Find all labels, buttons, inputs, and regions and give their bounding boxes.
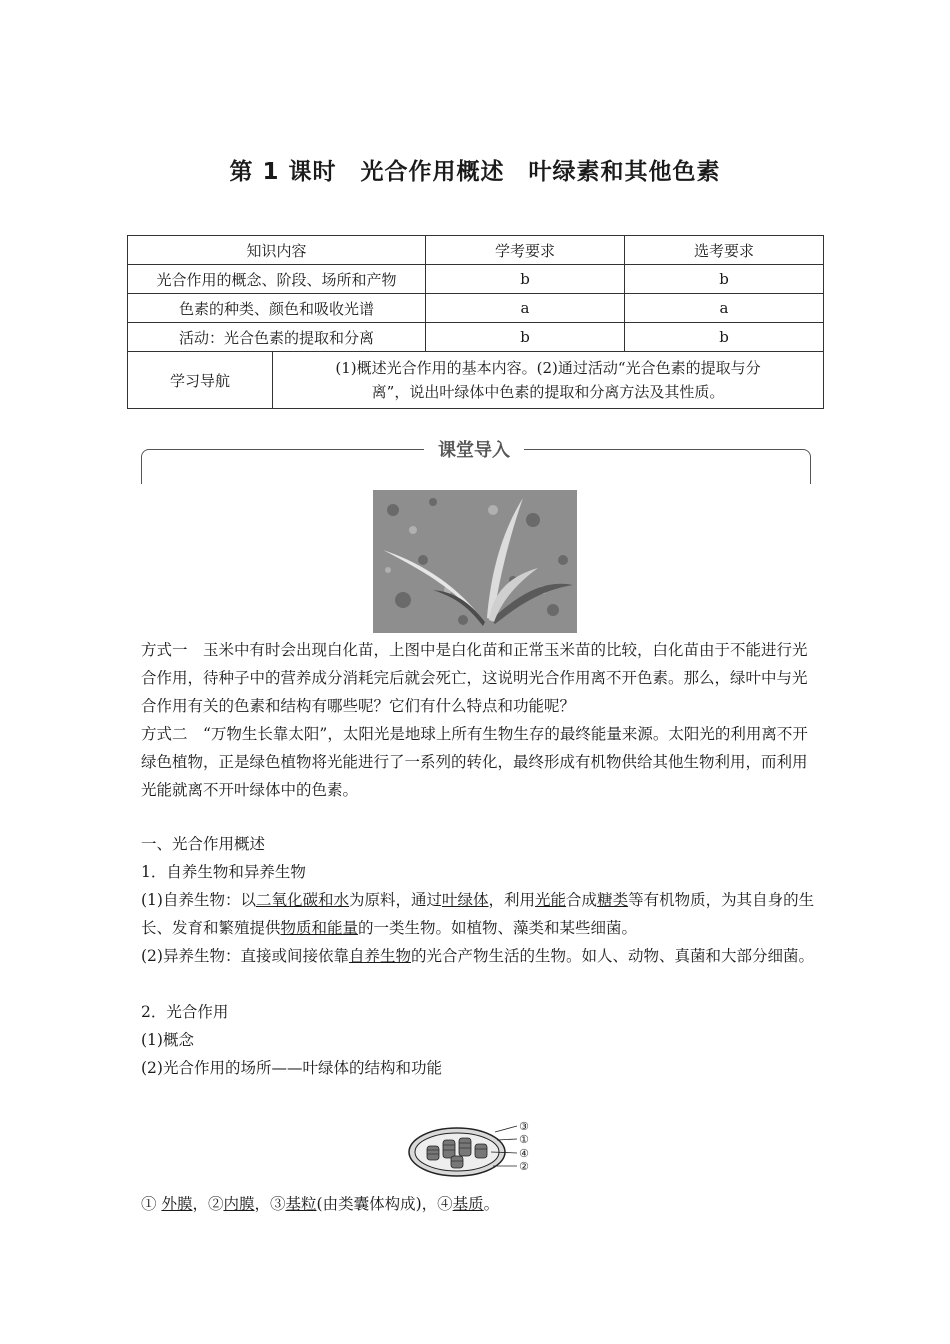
table-row <box>128 265 824 294</box>
table-cell: b <box>426 323 625 352</box>
guide-line: (1)概述光合作用的基本内容。(2)通过活动“光合色素的提取与分 <box>335 359 761 377</box>
fill-blank: 基粒 <box>285 1195 317 1213</box>
section-heading: 一、光合作用概述 <box>141 835 266 853</box>
fill-blank: 自养生物 <box>348 947 411 965</box>
structure-line <box>141 1190 821 1218</box>
table-cell: b <box>426 265 625 294</box>
concept-item: (1)概念 <box>141 1031 194 1049</box>
table-cell: a <box>426 294 625 323</box>
text: (2)异养生物：直接或间接依靠 <box>141 947 349 965</box>
section-heading: 课堂导入 <box>424 436 524 462</box>
text: ① <box>141 1195 162 1213</box>
text: ，利用 <box>488 891 536 909</box>
table-header-row <box>128 236 824 265</box>
spacer <box>141 970 821 998</box>
fill-blank: 物质和能量 <box>280 919 359 937</box>
diagram-label: ④ <box>519 1147 529 1160</box>
intro-section <box>141 636 821 804</box>
fill-blank: 基质 <box>452 1195 484 1213</box>
page-title: 第 1 课时 光合作用概述 叶绿素和其他色素 <box>229 159 721 185</box>
text: (1)自养生物：以 <box>141 891 256 909</box>
subsection-heading: 2．光合作用 <box>141 1003 229 1021</box>
text: 的光合产物生活的生物。如人、动物、真菌和大部分细菌。 <box>410 947 814 965</box>
guide-label: 学习导航 <box>128 352 273 408</box>
table-cell: b <box>625 265 824 294</box>
text: 等有机物质，为其自身的生长、发育和繁殖提供 <box>141 891 815 937</box>
fill-blank: 内膜 <box>223 1195 255 1213</box>
text: (由类囊体构成)，④ <box>316 1195 453 1213</box>
table-cell: 光合作用的概念、阶段、场所和产物 <box>128 265 426 294</box>
chloroplast-diagram <box>405 1118 545 1182</box>
text: ，③ <box>254 1195 286 1213</box>
table-cell: 活动：光合色素的提取和分离 <box>128 323 426 352</box>
table-cell: a <box>625 294 824 323</box>
requirements-table <box>127 235 824 409</box>
outline-section <box>141 830 821 1082</box>
table-header: 学考要求 <box>426 236 625 265</box>
diagram-label: ② <box>519 1160 529 1173</box>
intro-paragraph: 方式二 “万物生长靠太阳”，太阳光是地球上所有生物生存的最终能量来源。太阳光的利用离不开绿色植物，正是绿色植物将光能进行了一系列的转化，最终形成有机物供给其他生物利用，而利用光能就离不开叶绿体中的色素。 <box>141 725 808 799</box>
table-row <box>128 323 824 352</box>
table-header: 选考要求 <box>625 236 824 265</box>
fill-blank: 二氧化碳和水 <box>255 891 349 909</box>
guide-row <box>128 352 824 409</box>
corn-seedling-photo <box>373 490 577 633</box>
structure-section <box>141 1190 821 1218</box>
fill-blank: 光能 <box>535 891 567 909</box>
diagram-label: ③ <box>519 1120 529 1133</box>
text: 合成 <box>566 891 598 909</box>
subsection-heading: 1．自养生物和异养生物 <box>141 863 306 881</box>
diagram-label: ① <box>519 1133 529 1146</box>
autotroph-definition <box>141 886 821 942</box>
text: ，② <box>192 1195 224 1213</box>
fill-blank: 外膜 <box>161 1195 193 1213</box>
text: 。 <box>483 1195 500 1213</box>
text: 为原料，通过 <box>348 891 442 909</box>
table-header: 知识内容 <box>128 236 426 265</box>
text: 的一类生物。如植物、藻类和某些细菌。 <box>358 919 638 937</box>
table-cell: b <box>625 323 824 352</box>
guide-text <box>273 352 824 408</box>
table-cell: 色素的种类、颜色和吸收光谱 <box>128 294 426 323</box>
table-row <box>128 294 824 323</box>
guide-line: 离”，说出叶绿体中色素的提取和分离方法及其性质。 <box>371 383 725 401</box>
heterotroph-definition <box>141 942 821 970</box>
fill-blank: 叶绿体 <box>442 891 489 909</box>
intro-paragraph: 方式一 玉米中有时会出现白化苗，上图中是白化苗和正常玉米苗的比较，白化苗由于不能进行光合作用，待种子中的营养成分消耗完后就会死亡，这说明光合作用离不开色素。那么，绿叶中与光合作用有关的色素和结构有哪些呢？它们有什么特点和功能呢？ <box>141 641 808 715</box>
fill-blank: 糖类 <box>597 891 629 909</box>
site-item: (2)光合作用的场所——叶绿体的结构和功能 <box>141 1059 442 1077</box>
